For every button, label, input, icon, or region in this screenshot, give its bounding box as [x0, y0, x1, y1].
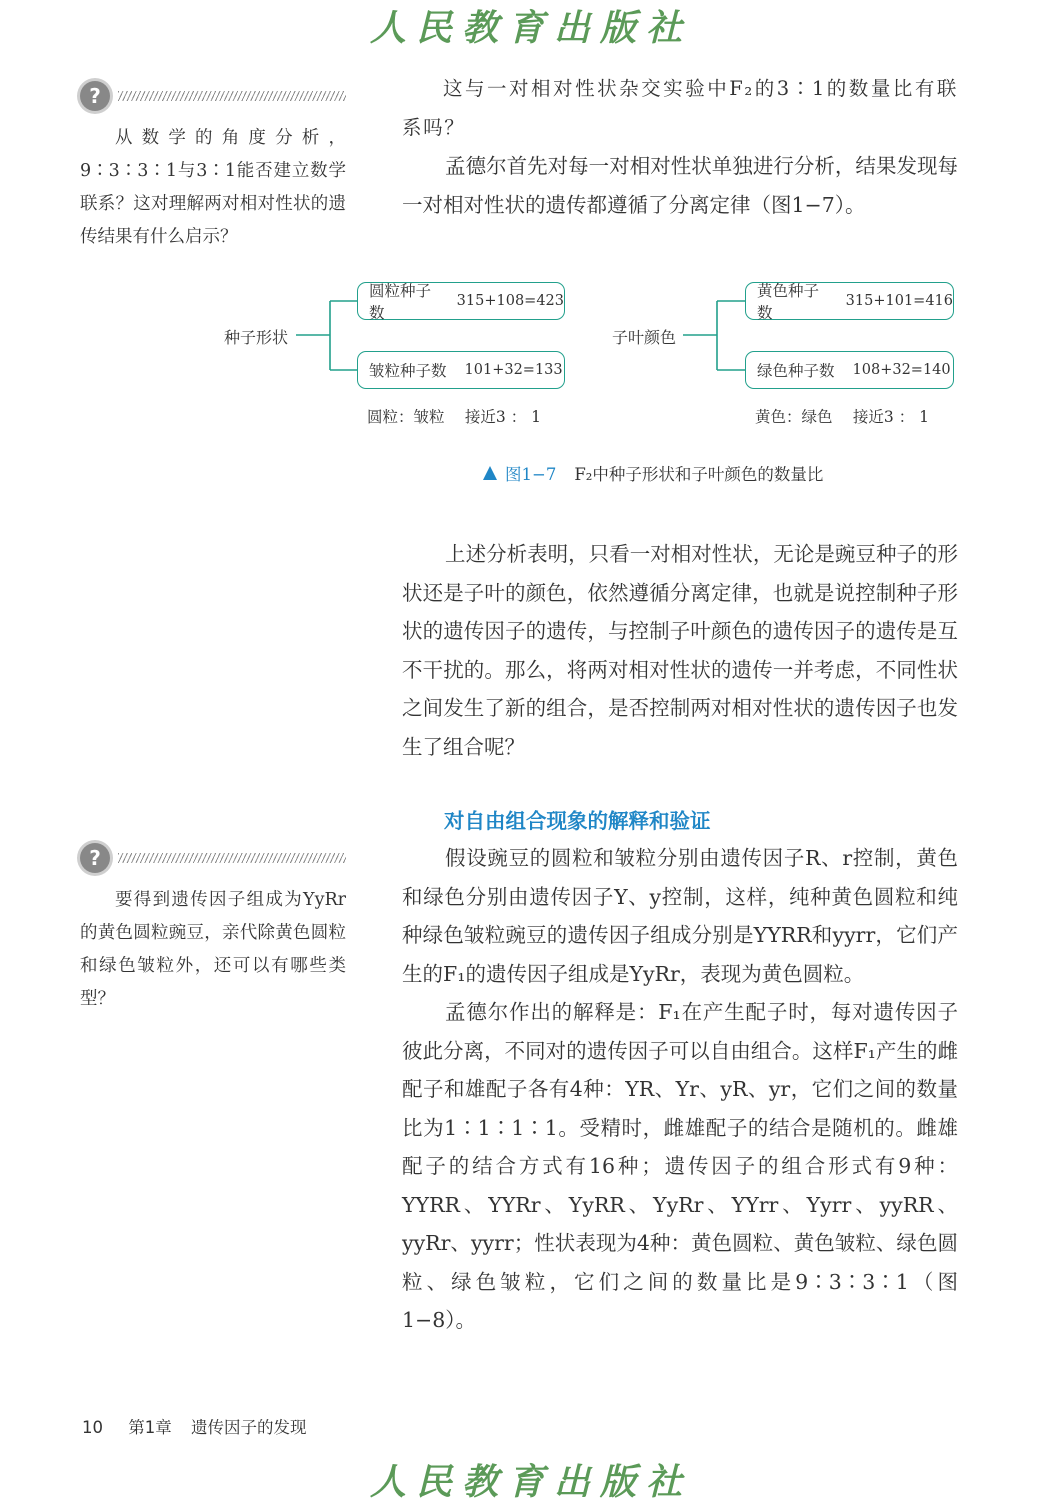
box-label: 皱粒种子数	[369, 362, 447, 380]
figure-caption	[483, 461, 823, 485]
publisher-watermark: 人民教育出版社	[369, 7, 692, 49]
box-value: 108+32=140	[852, 362, 951, 378]
main-text-middle	[402, 535, 958, 766]
box-value: 315+101=416	[845, 293, 953, 309]
main-text-bottom	[402, 839, 958, 1340]
page-footer	[82, 1414, 321, 1438]
figure-box-wrinkled-seeds	[357, 351, 565, 389]
box-label: 圆粒种子数	[369, 282, 432, 322]
caption-number: 图1−7	[505, 465, 557, 484]
triangle-icon	[483, 466, 497, 480]
figure-box-yellow-seeds	[745, 282, 954, 320]
paragraph: 上述分析表明，只看一对相对性状，无论是豌豆种子的形状还是子叶的颜色，依然遵循分离定律，也就是说控制种子形状的遗传因子的遗传，与控制子叶颜色的遗传因子的遗传是互不干扰的。那么，将两对相对性状的遗传一并考虑，不同性状之间发生了新的组合，是否控制两对相对性状的遗传因子也发生了组合呢？	[402, 542, 958, 759]
chapter-number: 第1章	[128, 1418, 172, 1437]
sidebar-question-text: 要得到遗传因子组成为YyRr的黄色圆粒豌豆，亲代除黄色圆粒和绿色皱粒外，还可以有哪些类型？	[80, 890, 346, 1009]
sidebar-question-2	[80, 840, 346, 1034]
figure-box-round-seeds	[357, 282, 565, 320]
hatch-divider	[118, 853, 346, 863]
box-value: 315+108=423	[456, 293, 564, 309]
box-value: 101+32=133	[464, 362, 563, 378]
publisher-watermark: 人民教育出版社	[369, 1461, 692, 1503]
box-label: 绿色种子数	[757, 362, 835, 380]
paragraph: 这与一对相对性状杂交实验中F₂的3∶1的数量比有联系吗？	[402, 77, 958, 139]
paragraph: 假设豌豆的圆粒和皱粒分别由遗传因子R、r控制，黄色和绿色分别由遗传因子Y、y控制，这样，纯种黄色圆粒和纯种绿色皱粒豌豆的遗传因子组成分别是YYRR和yyrr，它们产生的F₁的遗传因子组成是YyRr，表现为黄色圆粒。	[402, 846, 958, 986]
question-icon: ?	[80, 843, 110, 873]
page-number: 10	[82, 1418, 103, 1437]
sidebar-question-text: 从数学的角度分析，9∶3∶3∶1与3∶1能否建立数学联系？这对理解两对相对性状的遗传结果有什么启示？	[80, 128, 346, 247]
figure-ratio-shape: 圆粒：皱粒 接近3 ： 1	[367, 408, 542, 426]
paragraph: 孟德尔作出的解释是：F₁在产生配子时，每对遗传因子彼此分离，不同对的遗传因子可以自由组合。这样F₁产生的雌配子和雄配子各有4种：YR、Yr、yR、yr，它们之间的数量比为1∶1∶1∶1。受精时，雌雄配子的结合是随机的。雌雄配子的结合方式有16种；遗传因子的组合形式有9种：YYRR、YYRr、YyRR、YyRr、YYrr、Yyrr、yyRR、yyRr、yyrr；性状表现为4种：黄色圆粒、黄色皱粒、绿色圆粒、绿色皱粒，它们之间的数量比是9∶3∶3∶1（图1−8）。	[402, 1000, 958, 1332]
sidebar-header	[80, 840, 346, 876]
figure-root-cotyledon-color: 子叶颜色	[612, 328, 677, 347]
question-icon: ?	[80, 81, 110, 111]
figure-ratio-color: 黄色：绿色 接近3 ： 1	[755, 408, 930, 426]
caption-title: F₂中种子形状和子叶颜色的数量比	[574, 465, 824, 484]
figure-root-seed-shape: 种子形状	[224, 328, 289, 347]
chapter-title: 遗传因子的发现	[191, 1418, 307, 1437]
paragraph: 孟德尔首先对每一对相对性状单独进行分析，结果发现每一对相对性状的遗传都遵循了分离定律（图1−7）。	[402, 154, 958, 217]
figure-box-green-seeds	[745, 351, 954, 389]
section-title: 对自由组合现象的解释和验证	[444, 809, 711, 833]
box-label: 黄色种子数	[757, 282, 820, 322]
